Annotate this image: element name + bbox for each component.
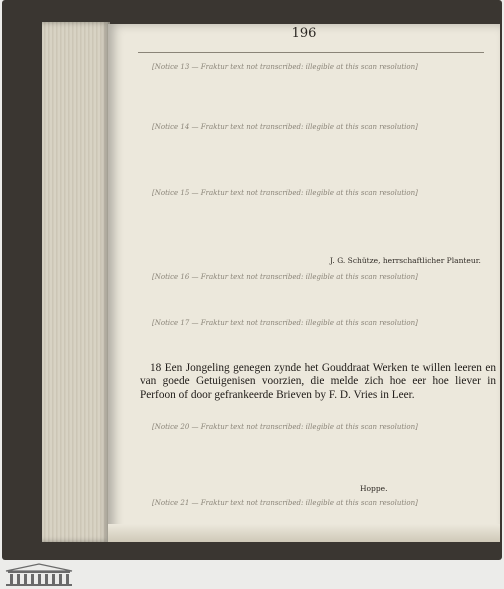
notice-18-number: 18 [150,362,162,374]
notice-21: [Notice 21 — Fraktur text not transcribed: illegible at this scan resolution] [152,499,418,507]
book [2,0,502,560]
page-bottom-shadow [108,524,500,542]
notice-17: [Notice 17 — Fraktur text not transcribed: illegible at this scan resolution] [152,319,418,327]
notice-15: [Notice 15 — Fraktur text not transcribed: illegible at this scan resolution] [152,189,418,197]
header-rule [138,52,484,53]
book-page [108,24,500,542]
notice-13: [Notice 13 — Fraktur text not transcribed: illegible at this scan resolution] [152,63,418,71]
signature-schuetze: J. G. Schütze, herrschaftlicher Planteur. [330,256,481,265]
library-building-icon [4,563,74,587]
page-number: 196 [291,26,317,41]
signature-hoppe: Hoppe. [360,484,388,493]
notice-18-dutch [140,362,496,402]
notice-16: [Notice 16 — Fraktur text not transcribed: illegible at this scan resolution] [152,273,418,281]
notice-18-text: Een Jongeling genegen zynde het Gouddraat Werken te willen leeren en van goede Getuigenisen voorzien, die melde zich hoe eer hoe liever in Perfoon of door gefrankeerde Brieven by F. D. Vries in Leer. [140,362,496,401]
notice-20: [Notice 20 — Fraktur text not transcribed: illegible at this scan resolution] [152,423,418,431]
notice-14: [Notice 14 — Fraktur text not transcribed: illegible at this scan resolution] [152,123,418,131]
page-edges [42,22,110,542]
